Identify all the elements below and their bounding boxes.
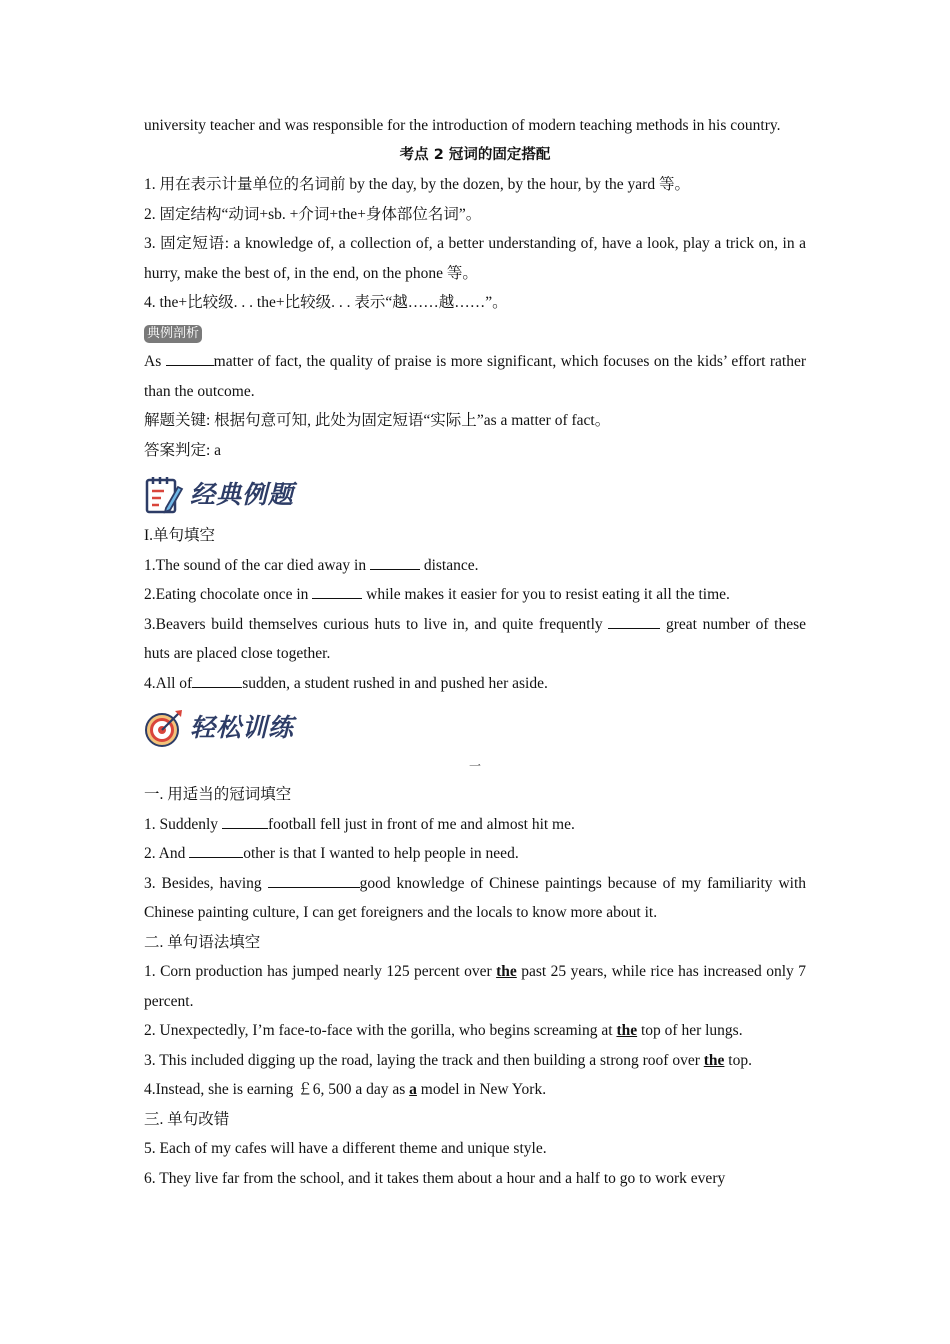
training-heading-text: 轻松训练 <box>190 713 295 743</box>
answer-blank <box>268 871 360 888</box>
rule-3: 3. 固定短语: a knowledge of, a collection of, a better understanding of, have a look, play a trick on, in a hurry, make the best of, in the end, on the phone 等。 <box>144 235 806 282</box>
part2-item-1: 1. Corn production has jumped nearly 125 percent over the past 25 years, while rice has increased only 7 percent. <box>144 963 806 1010</box>
document-page <box>144 111 806 1193</box>
part1-item-1: 1. Suddenly football fell just in front of me and almost hit me. <box>144 810 806 840</box>
classic-subtitle: I.单句填空 <box>144 527 216 544</box>
rule-2: 2. 固定结构“动词+sb. +介词+the+身体部位名词”。 <box>144 205 482 223</box>
classic-item-3: 3.Beavers build themselves curious huts to live in, and quite frequently great number of these huts are placed close together. <box>144 610 806 669</box>
intro-paragraph: university teacher and was responsible for the introduction of modern teaching methods in his country. <box>144 117 781 134</box>
classic-item-1: 1.The sound of the car died away in distance. <box>144 551 806 581</box>
answer-blank <box>189 841 243 858</box>
example-key: 解题关键: 根据句意可知, 此处为固定短语“实际上”as a matter of fact。 <box>144 412 611 429</box>
notebook-pen-icon <box>144 475 184 515</box>
answer-blank <box>312 582 362 599</box>
part3-item-6: 6. They live far from the school, and it takes them about a hour and a half to go to work every <box>144 1169 726 1187</box>
part3-item-5: 5. Each of my cafes will have a different theme and unique style. <box>144 1140 547 1157</box>
part3-title: 三. 单句改错 <box>144 1110 230 1128</box>
part2-item-4: 4.Instead, she is earning ￡6, 500 a day as a model in New York. <box>144 1081 547 1098</box>
answer-blank <box>192 671 242 688</box>
answer-word: the <box>616 1022 638 1039</box>
answer-blank <box>166 349 214 366</box>
answer-word: the <box>703 1051 725 1069</box>
part2-item-3: 3. This included digging up the road, laying the track and then building a strong roof over the top. <box>144 1051 752 1069</box>
part2-title: 二. 单句语法填空 <box>144 933 261 951</box>
part2-item-2: 2. Unexpectedly, I’m face-to-face with the gorilla, who begins screaming at the top of her lungs. <box>144 1022 743 1039</box>
answer-blank <box>222 812 268 829</box>
example-answer: 答案判定: a <box>144 441 222 459</box>
answer-blank <box>608 612 660 629</box>
example-sentence: As matter of fact, the quality of praise is more significant, which focuses on the kids’ effort rather than the outcome. <box>144 347 806 406</box>
part1-item-3: 3. Besides, having good knowledge of Chinese paintings because of my familiarity with Chinese painting culture, I can get foreigners and the locals to know more about it. <box>144 869 806 928</box>
example-badge: 典例剖析 <box>144 325 202 343</box>
part1-title: 一. 用适当的冠词填空 <box>144 786 292 803</box>
rule-4: 4. the+比较级. . . the+比较级. . . 表示“越……越……”。 <box>144 294 508 311</box>
classic-item-4: 4.All of sudden, a student rushed in and pushed her aside. <box>144 669 806 699</box>
part1-item-2: 2. And other is that I wanted to help people in need. <box>144 839 806 869</box>
section-title: 考点 2 冠词的固定搭配 <box>399 146 551 163</box>
answer-word: a <box>409 1081 417 1098</box>
page-number: 一 <box>468 759 481 773</box>
training-heading <box>144 702 806 754</box>
classic-heading <box>144 469 806 521</box>
rule-1: 1. 用在表示计量单位的名词前 by the day, by the dozen, by the hour, by the yard 等。 <box>144 176 690 193</box>
classic-item-2: 2.Eating chocolate once in while makes it easier for you to resist eating it all the time. <box>144 580 806 610</box>
target-arrow-icon <box>144 708 184 748</box>
classic-heading-text: 经典例题 <box>190 480 295 510</box>
answer-word: the <box>496 963 517 980</box>
answer-blank <box>370 553 420 570</box>
